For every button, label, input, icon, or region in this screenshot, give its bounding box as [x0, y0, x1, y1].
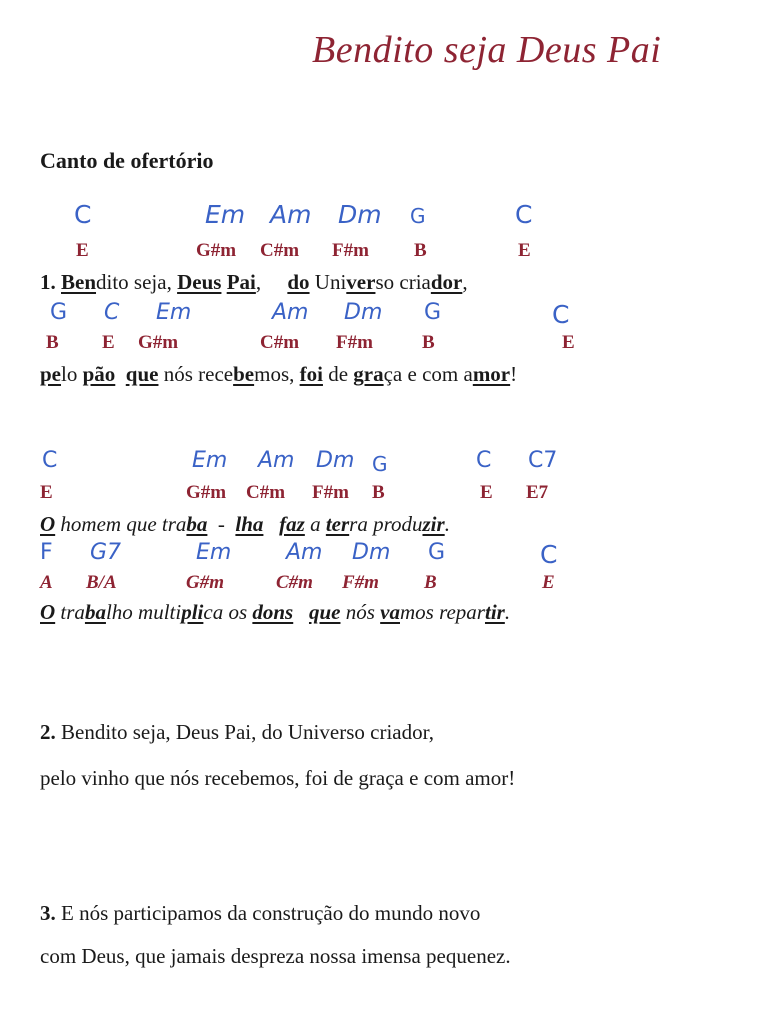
chord: B/A — [86, 572, 117, 593]
stressed-syllable: pão — [82, 362, 116, 386]
handwritten-chord: G — [410, 204, 426, 228]
chord: F#m — [312, 482, 349, 503]
lyric-text: . — [444, 512, 450, 536]
chord: E — [76, 240, 89, 261]
handwritten-chord: Dm — [344, 300, 383, 325]
verse-number: 3. — [40, 901, 56, 925]
verse-line: pelo vinho que nós recebemos, foi de graça e com amor! — [40, 766, 516, 790]
chord: E — [562, 332, 575, 353]
stressed-syllable: Deus — [177, 270, 222, 294]
handwritten-chord: Dm — [338, 200, 382, 229]
chord: A — [40, 572, 53, 593]
handwritten-chord: Dm — [316, 448, 355, 473]
handwritten-chord: C — [476, 448, 492, 473]
stressed-syllable: pli — [181, 600, 204, 624]
chord: B — [422, 332, 435, 353]
handwritten-chord: C7 — [528, 448, 558, 473]
handwritten-chord: C — [552, 300, 570, 329]
lyric-line — [40, 602, 510, 623]
stressed-syllable: va — [380, 600, 400, 624]
lyric-text: . — [504, 600, 511, 624]
verse-number: 1. — [40, 270, 56, 294]
stressed-syllable: dons — [252, 600, 294, 624]
chord: B — [414, 240, 427, 261]
lyric-text: mos repar — [400, 600, 485, 624]
stressed-syllable: foi — [299, 362, 323, 386]
chord: C#m — [260, 240, 300, 261]
chord: F#m — [342, 572, 379, 593]
handwritten-chord: Am — [286, 540, 323, 565]
handwritten-chord: G7 — [90, 540, 122, 565]
verse-line: com Deus, que jamais despreza nossa imensa pequenez. — [40, 944, 511, 968]
lyric-text: a — [304, 512, 326, 536]
song-title: Bendito seja Deus Pai — [312, 29, 662, 71]
stressed-syllable: ba — [186, 512, 208, 536]
chord: B — [46, 332, 59, 353]
handwritten-chord: Am — [258, 448, 295, 473]
chord: B — [424, 572, 437, 593]
lyric-text: nós rece — [158, 362, 234, 386]
stressed-syllable: be — [233, 362, 255, 386]
lyric-text: dito seja, — [96, 270, 178, 294]
lyric-text: mos, — [254, 362, 300, 386]
stressed-syllable: ter — [325, 512, 350, 536]
handwritten-chord: Em — [156, 300, 192, 325]
lyric-text: de — [322, 362, 354, 386]
chord: C#m — [260, 332, 300, 353]
verse-line — [40, 720, 434, 745]
chord: E — [102, 332, 115, 353]
handwritten-chord: G — [372, 452, 388, 476]
handwritten-chord: G — [428, 540, 446, 565]
lyric-text: ra produ — [349, 512, 423, 536]
lyric-text: - — [207, 512, 236, 536]
lyric-text: nós — [340, 600, 381, 624]
lyric-text — [263, 512, 279, 536]
lyric-text: ça e com a — [383, 362, 473, 386]
chord: G#m — [196, 240, 237, 261]
chord: F#m — [332, 240, 369, 261]
handwritten-chord: F — [40, 540, 53, 565]
stressed-syllable: do — [287, 270, 310, 294]
lyric-text: Uni — [309, 270, 347, 294]
handwritten-chord: Am — [270, 200, 312, 229]
lyric-text: tra — [55, 600, 85, 624]
chord: G#m — [138, 332, 179, 353]
chord: F#m — [336, 332, 373, 353]
chord: C#m — [276, 572, 313, 593]
chord: C#m — [246, 482, 286, 503]
lyric-line — [40, 364, 517, 385]
stressed-syllable: que — [125, 362, 159, 386]
chord: E — [518, 240, 531, 261]
stressed-syllable: Ben — [61, 270, 97, 294]
stressed-syllable: dor — [430, 270, 463, 294]
chord: E — [480, 482, 493, 503]
lyric-text — [293, 600, 309, 624]
stressed-syllable: faz — [279, 512, 305, 536]
stressed-syllable: tir — [484, 600, 505, 624]
handwritten-chord: C — [515, 200, 533, 229]
handwritten-chord: G — [424, 300, 442, 325]
song-subtitle: Canto de ofertório — [40, 148, 214, 173]
verse-line — [40, 901, 480, 926]
lyric-line — [40, 514, 450, 535]
handwritten-chord: C — [74, 200, 92, 229]
lyric-line — [40, 272, 468, 293]
lyric-text: ! — [510, 362, 518, 386]
handwritten-chord: G — [50, 300, 68, 325]
stressed-syllable: gra — [353, 362, 384, 386]
lyric-text: lho multi — [105, 600, 182, 624]
lyric-text: lo — [61, 362, 83, 386]
stressed-syllable: O — [40, 600, 56, 624]
stressed-syllable: pe — [40, 362, 61, 386]
handwritten-chord: Em — [205, 200, 246, 229]
stressed-syllable: lha — [235, 512, 264, 536]
stressed-syllable: que — [308, 600, 341, 624]
stressed-syllable: ba — [84, 600, 106, 624]
verse-number: 2. — [40, 720, 56, 744]
verse-text: E nós participamos da construção do mundo novo — [55, 901, 481, 925]
handwritten-chord: Dm — [352, 540, 391, 565]
chord: E — [542, 572, 555, 593]
handwritten-chord: C — [540, 540, 558, 569]
lyric-text: ca os — [203, 600, 253, 624]
chord: B — [372, 482, 385, 503]
stressed-syllable: zir — [422, 512, 445, 536]
stressed-syllable: Pai — [226, 270, 256, 294]
handwritten-chord: C — [42, 448, 58, 473]
stressed-syllable: ver — [346, 270, 376, 294]
lyric-text: so cria — [375, 270, 431, 294]
lyric-text: homem que tra — [55, 512, 187, 536]
chord: G#m — [186, 572, 224, 593]
handwritten-chord: C — [104, 300, 120, 325]
chord: G#m — [186, 482, 227, 503]
verse-text: Bendito seja, Deus Pai, do Universo criador, — [55, 720, 434, 744]
lyric-text: , — [462, 270, 468, 294]
handwritten-chord: Em — [196, 540, 232, 565]
handwritten-chord: Em — [192, 448, 228, 473]
stressed-syllable: mor — [472, 362, 511, 386]
chord: E — [40, 482, 53, 503]
stressed-syllable: O — [40, 512, 56, 536]
lyric-text: , — [255, 270, 288, 294]
lyric-text — [115, 362, 126, 386]
handwritten-chord: Am — [272, 300, 309, 325]
chord: E7 — [526, 482, 549, 503]
